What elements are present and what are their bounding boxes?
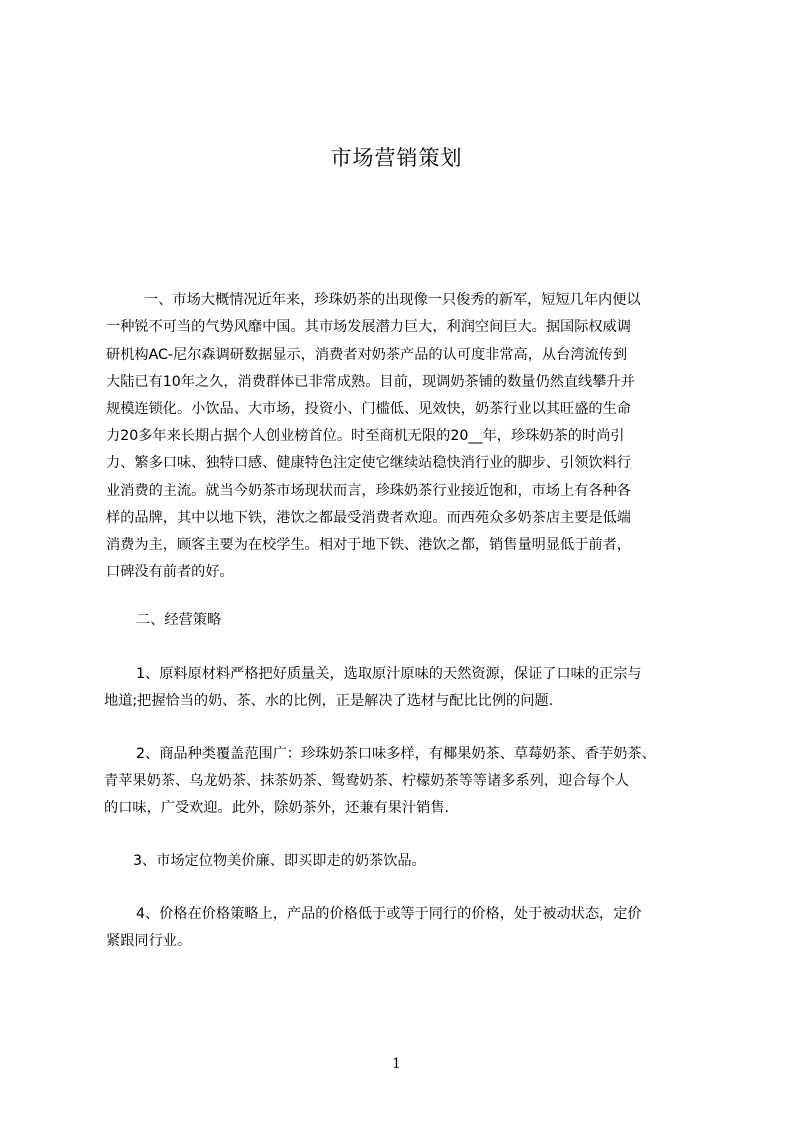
paragraph-line: 力、繁多口味、独特口感、健康特色注定使它继续站稳快消行业的脚步、引领饮料行	[106, 455, 631, 471]
paragraph-line: 样的品牌，其中以地下铁，港饮之都最受消费者欢迎。而西苑众多奶茶店主要是低端	[106, 510, 631, 526]
paragraph-line: 一、市场大概情况近年来，珍珠奶茶的出现像一只俊秀的新军，短短几年内便以	[144, 292, 641, 308]
paragraph-line: 1、原料原材料严格把好质量关，选取原汁原味的天然资源，保证了口味的正宗与	[136, 666, 642, 682]
paragraph-line: 口碑没有前者的好。	[106, 564, 234, 580]
paragraph-line: 一种锐不可当的气势风靡中国。其市场发展潜力巨大，利润空间巨大。据国际权威调	[106, 319, 631, 335]
paragraph-line: 规模连锁化。小饮品、大市场，投资小、门槛低、见效快，奶茶行业以其旺盛的生命	[106, 401, 631, 417]
paragraph-line: 的口味，广受欢迎。此外，除奶茶外，还兼有果汁销售.	[104, 800, 450, 816]
paragraph-line: 地道;把握恰当的奶、茶、水的比例，正是解决了选材与配比比例的问题.	[104, 693, 554, 709]
section-heading: 二、经营策略	[136, 612, 222, 628]
paragraph-line: 紧跟同行业。	[106, 933, 192, 949]
paragraph-line: 大陆已有10年之久，消费群体已非常成熟。目前，现调奶茶铺的数量仍然直线攀升并	[106, 374, 635, 390]
paragraph-line: 2、商品种类覆盖范围广：珍珠奶茶口味多样，有椰果奶茶、草莓奶茶、香芋奶茶、	[136, 746, 656, 762]
paragraph-line: 业消费的主流。就当今奶茶市场现状而言，珍珠奶茶行业接近饱和，市场上有各种各	[106, 483, 631, 499]
paragraph-line: 力20多年来长期占据个人创业榜首位。时至商机无限的20__年，珍珠奶茶的时尚引	[106, 428, 625, 444]
paragraph-line: 4、价格在价格策略上，产品的价格低于或等于同行的价格，处于被动状态，定价	[136, 906, 642, 922]
paragraph-line: 研机构AC-尼尔森调研数据显示，消费者对奶茶产品的认可度非常高，从台湾流传到	[106, 347, 628, 363]
paragraph-line: 青苹果奶茶、乌龙奶茶、抹茶奶茶、鸳鸯奶茶、柠檬奶茶等等诸多系列，迎合每个人	[104, 773, 629, 789]
paragraph-line: 3、市场定位物美价廉、即买即走的奶茶饮品。	[133, 853, 426, 869]
paragraph-line: 消费为主，顾客主要为在校学生。相对于地下铁、港饮之都，销售量明显低于前者，	[106, 537, 631, 553]
document-title: 市场营销策划	[330, 146, 463, 170]
page-number: 1	[392, 1056, 401, 1072]
